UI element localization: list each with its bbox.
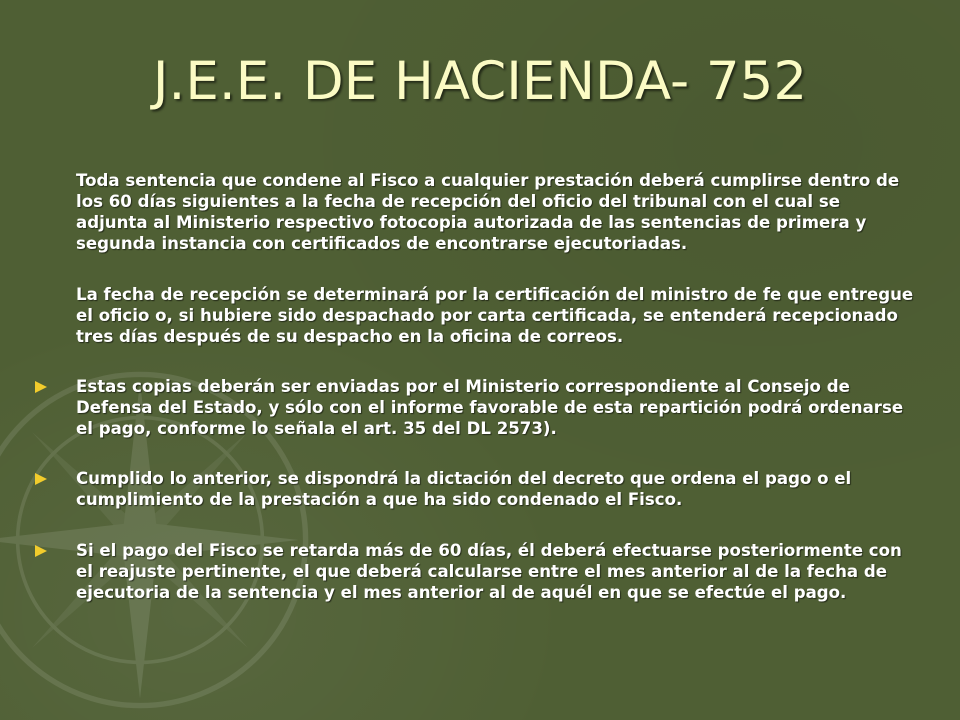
slide-title: J.E.E. DE HACIENDA- 752 bbox=[152, 51, 808, 112]
bullet-text-2: Cumplido lo anterior, se dispondrá la dictación del decreto que ordena el pago o el cumplimiento de la prestación a que ha sido condenado el Fisco. bbox=[76, 469, 852, 509]
bullet-text-3: Si el pago del Fisco se retarda más de 60 días, él deberá efectuarse posteriormente con el reajuste pertinente, el que deberá calcularse entre el mes anterior al de la fecha de ejecutoria de la sentencia y el mes anterior al de aquél en que se efectúe el pago. bbox=[76, 541, 902, 602]
triangle-right-icon bbox=[34, 380, 48, 394]
triangle-right-icon bbox=[34, 544, 48, 558]
paragraph-1: Toda sentencia que condene al Fisco a cualquier prestación deberá cumplirse dentro de los 60 días siguientes a la fecha de recepción del oficio del tribunal con el cual se adjunta al Ministerio respectivo fotocopia autorizada de las sentencias de primera y segunda instancia con certificados de encontrarse ejecutoriadas. bbox=[76, 171, 900, 253]
triangle-right-icon bbox=[34, 472, 48, 486]
paragraph-2: La fecha de recepción se determinará por la certificación del ministro de fe que entregue el oficio o, si hubiere sido despachado por carta certificada, se entenderá recepcionado tres días después de su despacho en la oficina de correos. bbox=[76, 285, 914, 346]
bullet-text-1: Estas copias deberán ser enviadas por el Ministerio correspondiente al Consejo de Defensa del Estado, y sólo con el informe favorable de esta repartición podrá ordenarse el pago, conforme lo señala el art. 35 del DL 2573). bbox=[76, 377, 904, 438]
